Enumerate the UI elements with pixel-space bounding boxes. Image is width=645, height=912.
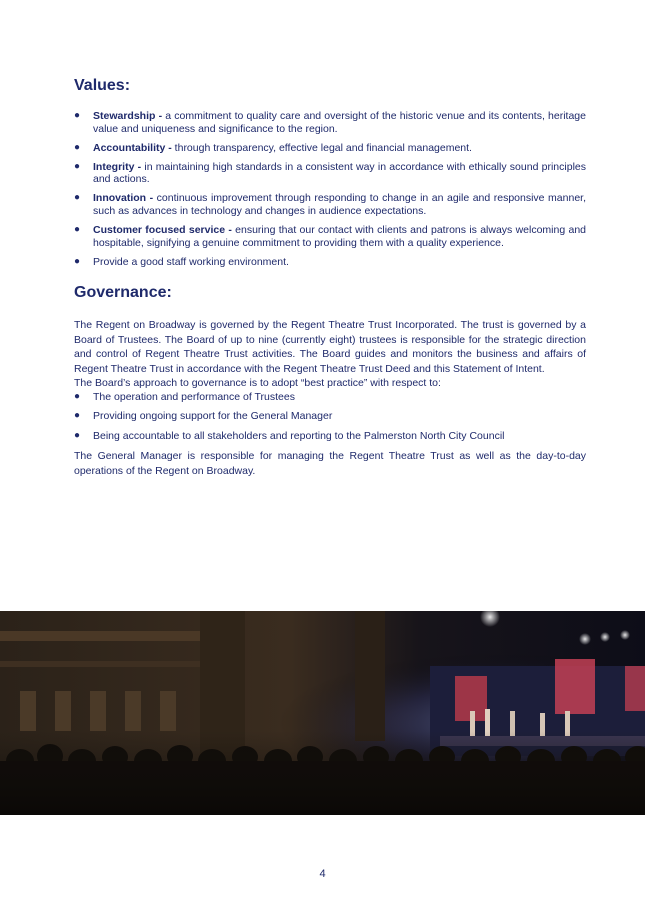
bullet-icon: ● [74,390,81,402]
value-text: in maintaining high standards in a consistent way in accordance with ethically sound principles and actions. [93,160,586,186]
governance-list [74,391,586,444]
list-item [74,192,586,217]
bullet-icon: ● [74,192,81,204]
value-text: continuous improvement through responding to change in an agile and responsive manner, such as advances in technology and changes in audience expectations. [93,192,586,218]
value-text: ensuring that our contact with clients and patrons is always welcoming and hospitable, signifying a genuine commitment to providing them with a quality experience. [93,224,586,249]
bullet-icon: ● [74,110,81,121]
bullet-icon: ● [74,429,81,441]
value-term: Innovation - [93,192,154,205]
value-term: Stewardship - [93,110,163,122]
bullet-icon: ● [74,224,81,236]
governance-point: Providing ongoing support for the General Manager [93,410,333,423]
list-item [74,391,586,405]
theatre-photo-illustration [0,611,645,815]
values-list [74,110,586,268]
list-item [74,224,586,249]
bullet-icon: ● [74,255,81,267]
value-term: Customer focused service - [93,224,232,237]
list-item [74,430,586,444]
value-text: through transparency, effective legal and financial management. [171,141,472,154]
value-text: a commitment to quality care and oversight of the historic venue and its contents, heritage value and uniqueness and significance to the region. [93,110,586,135]
general-manager-paragraph: The General Manager is responsible for managing the Regent Theatre Trust as well as the day-to-day operations of the Regent on Broadway. [74,450,586,477]
list-item [74,410,586,424]
list-item [74,161,586,186]
governance-point: The operation and performance of Trustees [93,390,295,403]
governance-approach: The Board’s approach to governance is to adopt “best practice” with respect to: [74,377,441,390]
value-term: Accountability - [93,141,172,154]
governance-point: Being accountable to all stakeholders and reporting to the Palmerston North City Council [93,429,505,442]
list-item [74,256,586,269]
page-content [74,76,586,478]
bullet-icon: ● [74,410,81,422]
bullet-icon: ● [74,141,81,153]
governance-intro: The Regent on Broadway is governed by the Regent Theatre Trust Incorporated. The trust is governed by a Board of Trustees. The Board of up to nine (currently eight) trustees is responsible for the strategic direction and control of Regent Theatre Trust activities. The Board guides and monitors the business and affairs of Regent Theatre Trust in accordance with the Regent Theatre Trust Deed and this Statement of Intent. [74,319,586,375]
value-term: Integrity - [93,160,142,173]
values-heading: Values: [74,77,131,94]
page-number: 4 [319,868,326,880]
value-text: Provide a good staff working environment. [93,255,289,268]
theatre-photo [0,611,645,815]
list-item [74,110,586,135]
bullet-icon: ● [74,160,81,172]
governance-heading: Governance: [74,284,172,302]
list-item [74,142,586,155]
